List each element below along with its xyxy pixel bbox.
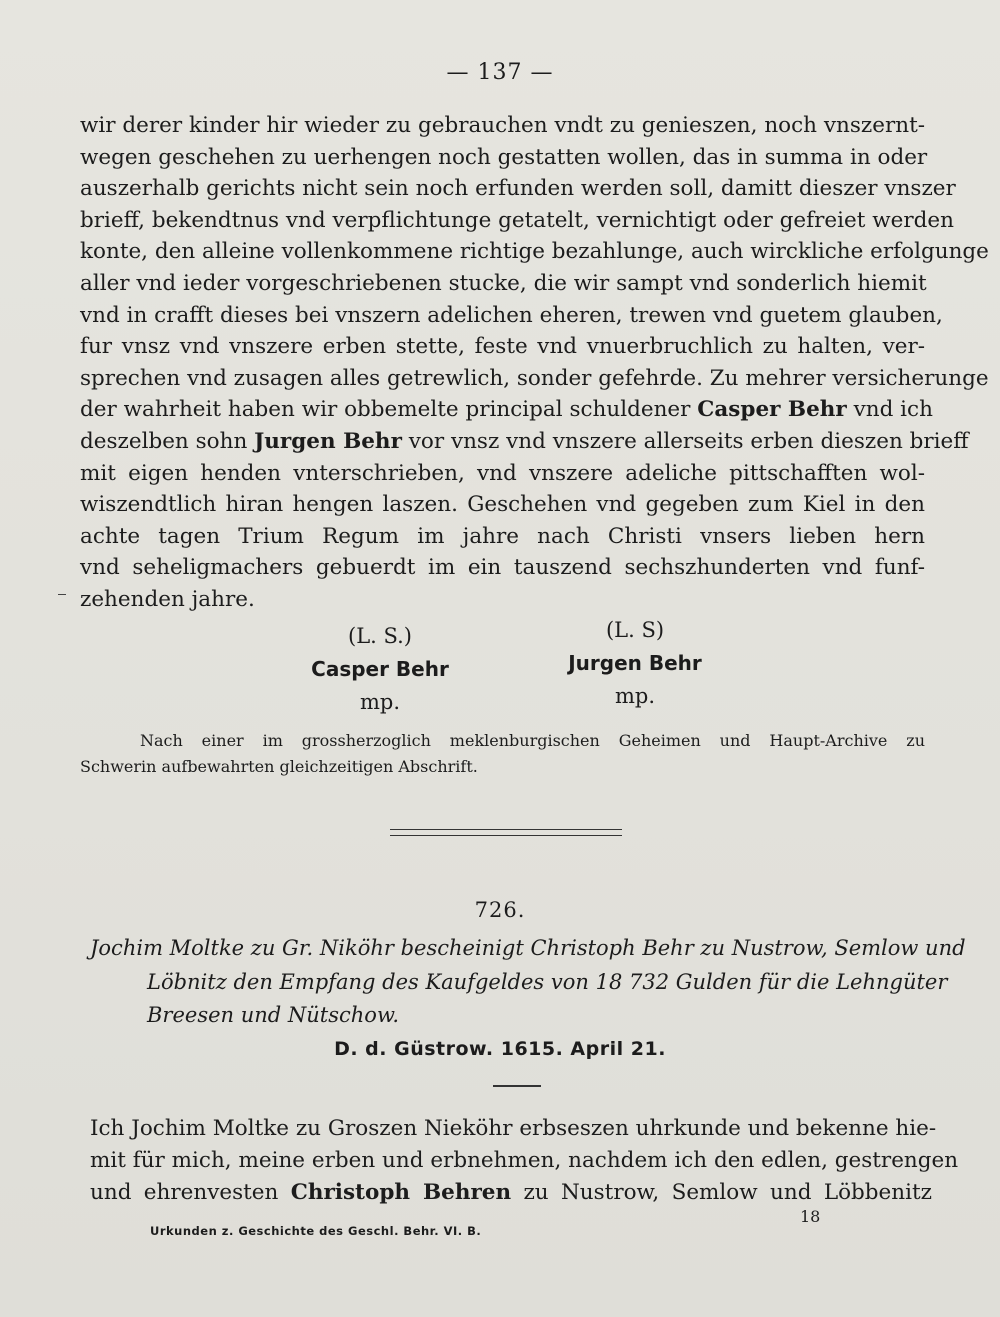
body-line: achte tagen Trium Regum im jahre nach Christi vnsers lieben hern	[80, 523, 925, 549]
document-summary	[90, 932, 966, 1033]
margin-mark	[58, 594, 66, 595]
person-name: Christoph Behren	[290, 1180, 512, 1205]
signatory-name	[555, 647, 715, 680]
section-divider	[390, 829, 622, 836]
body-line: wir derer kinder hir wieder zu gebrauchen vndt zu genieszen, noch vnszernt-	[80, 113, 925, 138]
body-text-fragment: deszelben sohn	[80, 428, 255, 454]
body-line	[80, 426, 969, 458]
person-name: Jurgen Behr	[254, 428, 402, 454]
seal-mark: (L. S)	[605, 618, 665, 642]
body-line: brieff, bekendtnus vnd verpflichtunge getatelt, vernichtigt oder gefreiet werden	[80, 207, 954, 233]
body-line: aller vnd ieder vorgeschriebenen stucke, die wir sampt vnd sonderlich hiemit	[80, 270, 927, 296]
source-note	[80, 728, 925, 780]
running-footer: Urkunden z. Geschichte des Geschl. Behr. VI. B.	[150, 1224, 482, 1238]
body-line: mit für mich, meine erben und erbnehmen, nachdem ich den edlen, gestrengen	[90, 1148, 959, 1173]
dateline: D. d. Güstrow. 1615. April 21.	[334, 1038, 666, 1060]
note-line: Schwerin aufbewahrten gleichzeitigen Abschrift.	[80, 757, 478, 776]
manu-propria: mp.	[359, 690, 401, 714]
summary-line: Löbnitz den Empfang des Kaufgeldes von 18 732 Gulden für die Lehngüter	[147, 969, 948, 994]
document-body	[90, 1113, 959, 1209]
body-line: wiszendtlich hiran hengen laszen. Geschehen vnd gegeben zum Kiel in den	[80, 492, 925, 518]
body-line: vnd in crafft dieses bei vnszern adelichen eheren, trewen vnd guetem glauben,	[80, 302, 943, 328]
signature-block	[0, 620, 1000, 720]
signatory-name-text: Casper Behr	[311, 657, 449, 681]
signature-right	[555, 614, 715, 713]
body-line: konte, den alleine vollenkommene richtige bezahlunge, auch wirckliche erfolgunge	[80, 239, 989, 265]
body-line: wegen geschehen zu uerhengen noch gestatten wollen, das in summa in oder	[80, 144, 928, 170]
body-line: mit eigen henden vnterschrieben, vnd vnszere adeliche pittschafften wol-	[80, 460, 925, 486]
body-line: fur vnsz vnd vnszere erben stette, feste vnd vnuerbruchlich zu halten, ver-	[80, 334, 925, 360]
body-line: auszerhalb gerichts nicht sein noch erfunden werden soll, damitt dieszer vnszer	[80, 176, 956, 202]
body-text-fragment: zu Nustrow, Semlow und Löbbenitz	[511, 1180, 932, 1205]
body-line	[80, 394, 933, 426]
body-text-fragment: vnd ich	[846, 397, 933, 423]
short-divider	[493, 1085, 541, 1087]
body-text-fragment: vor vnsz vnd vnszere allerseits erben dieszen brieff	[401, 428, 969, 454]
signatory-name-text: Jurgen Behr	[568, 651, 702, 675]
page-number: — 137 —	[446, 60, 554, 85]
manu-propria: mp.	[614, 684, 656, 708]
body-line: vnd seheligmachers gebuerdt im ein tauszend sechszhunderten vnd funf-	[80, 555, 925, 581]
seal-mark: (L. S.)	[348, 624, 412, 648]
summary-line: Jochim Moltke zu Gr. Niköhr bescheinigt Christoph Behr zu Nustrow, Semlow und	[90, 936, 966, 960]
body-text-fragment: und ehrenvesten	[90, 1180, 291, 1205]
signatory-name	[300, 653, 460, 686]
body-text-block	[80, 110, 989, 616]
printer-signature-mark: 18	[800, 1207, 821, 1226]
signature-left	[300, 620, 460, 719]
person-name: Casper Behr	[697, 397, 847, 423]
body-line: sprechen vnd zusagen alles getrewlich, sonder gefehrde. Zu mehrer versicherunge	[80, 365, 989, 391]
body-text-fragment: der wahrheit haben wir obbemelte principal schuldener	[80, 397, 698, 423]
body-line: Ich Jochim Moltke zu Groszen Nieköhr erbseszen uhrkunde und bekenne hie-	[90, 1116, 937, 1141]
body-line: zehenden jahre.	[80, 586, 255, 612]
body-line	[90, 1177, 932, 1209]
document-number: 726.	[474, 898, 526, 922]
summary-line: Breesen und Nütschow.	[147, 1003, 400, 1027]
note-line: Nach einer im grossherzoglich meklenburgischen Geheimen und Haupt-Archive zu	[140, 731, 925, 750]
